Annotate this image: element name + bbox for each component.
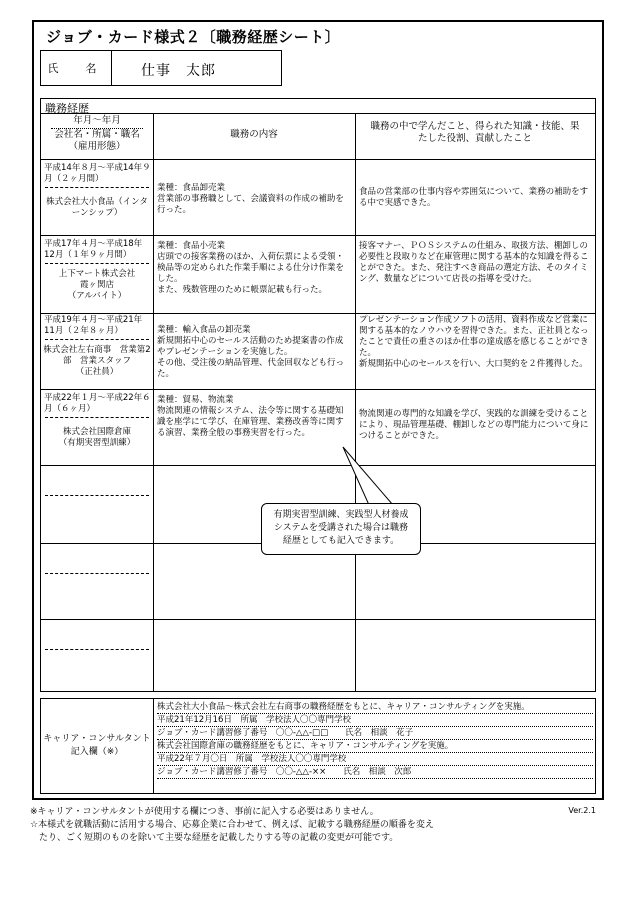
row-learned[interactable]: プレゼンテーション作成ソフトの活用、資料作成など営業に関する基本的なノウハウを習得できた。また、正社員となったことで責任の重さのほか仕事の達成感を感じることができた。 新規開拓中心のセールスを行い、大口契約を２件獲得した。 xyxy=(359,315,589,369)
divider xyxy=(41,159,595,160)
consultant-box xyxy=(40,698,596,794)
consultant-entries xyxy=(157,701,593,779)
footnote: たり、ごく短期のものを除いて主要な経歴を記載したりする等の記載の変更が可能です。 xyxy=(30,833,399,843)
name-label: 氏 名 xyxy=(41,51,112,85)
row-learned[interactable]: 接客マナー、ＰＯＳシステムの仕組み、取扱方法、棚卸しの必要性と段取りなど在庫管理に関する基本的な知識を得ることができた。また、発注すべき商品の選定方法、そのタイミング、数量などについて店長の指導を受けた。 xyxy=(359,241,589,284)
row-period[interactable]: 平成19年４月～平成21年11月（２年８ヶ月） xyxy=(44,315,143,336)
callout-bubble: 有期実習型訓練、実践型人材養成システムを受講された場合は職務経歴としても記入できます。 xyxy=(261,503,421,555)
divider xyxy=(45,339,149,340)
header-period: 年月～年月 xyxy=(51,115,143,129)
name-box xyxy=(40,50,282,86)
divider xyxy=(355,113,356,691)
consultant-line[interactable]: ジョブ・カード講習修了番号 〇〇-△△-□□ 氏名 相談 花子 xyxy=(157,727,593,740)
consultant-label xyxy=(41,699,154,793)
footnotes xyxy=(30,806,600,845)
version-label: Ver.2.1 xyxy=(568,806,596,815)
divider xyxy=(45,573,149,574)
consultant-line[interactable]: 平成21年12月16日 所属 学校法人〇〇専門学校 xyxy=(157,714,593,727)
row-company[interactable]: 株式会社左右商事 営業第2部 営業スタッフ （正社員） xyxy=(43,345,151,377)
divider xyxy=(45,417,149,418)
name-value[interactable]: 仕事 太郎 xyxy=(141,63,216,79)
divider xyxy=(45,263,149,264)
consultant-line[interactable]: 株式会社大小食品～株式会社左右商事の職務経歴をもとに、キャリア・コンサルティングを実施。 xyxy=(157,701,593,714)
row-period[interactable]: 平成14年８月～平成14年９月（２ヶ月間） xyxy=(44,163,151,184)
divider xyxy=(45,649,149,650)
job-card-sheet xyxy=(32,20,604,800)
divider xyxy=(41,235,595,236)
footnote: ※キャリア・コンサルタントが使用する欄につき、事前に記入する必要はありません。 xyxy=(30,807,379,817)
page-title: ジョブ・カード様式２〔職務経歴シート〕 xyxy=(46,28,341,46)
consultant-line[interactable]: 株式会社国際倉庫の職務経歴をもとに、キャリア・コンサルティングを実施。 xyxy=(157,740,593,753)
career-heading: 職務経歴 xyxy=(45,102,89,115)
consultant-line[interactable]: 平成22年７月〇日 所属 学校法人〇〇専門学校 xyxy=(157,753,593,766)
row-learned[interactable]: 食品の営業部の仕事内容や雰囲気について、業務の補助をする中で実感できた。 xyxy=(359,187,589,208)
row-period[interactable]: 平成22年１月～平成22年６月（６ヶ月） xyxy=(44,393,151,414)
divider xyxy=(45,495,149,496)
header-company: 会社名・所属・職名（雇用形態） xyxy=(54,129,140,152)
divider xyxy=(41,389,595,390)
row-duties[interactable]: 業種：貿易、物流業 物流関連の情報システム、法令等に関する基礎知識を座学にて学び、在庫管理、業務改善等に関する演習、業務全般の事務実習を行った。 xyxy=(157,395,344,438)
consultant-label-line2: 記入欄（※） xyxy=(70,747,124,757)
row-company[interactable]: 上下マート株式会社 霞ヶ関店 （アルバイト） xyxy=(58,269,136,301)
header-duties: 職務の内容 xyxy=(230,129,278,140)
header-period-company xyxy=(41,113,153,159)
row-company[interactable]: 株式会社大小食品（インターンシップ） xyxy=(46,197,148,218)
row-duties[interactable]: 業種：食品卸売業 営業部の事務職として、会議資料の作成の補助を行った。 xyxy=(157,183,344,215)
career-history-table xyxy=(40,98,596,692)
row-duties[interactable]: 業種：輸入食品の卸売業 新規開拓中心のセールス活動のため提案書の作成やプレゼンテーションを実施した。 その他、受注後の納品管理、代金回収なども行った。 xyxy=(157,325,345,379)
divider xyxy=(41,313,595,314)
row-learned[interactable]: 物流関連の専門的な知識を学び、実践的な訓練を受けることにより、現品管理基礎、棚卸しなどの専門能力について身につけることができた。 xyxy=(359,409,589,441)
consultant-line[interactable]: ジョブ・カード講習修了番号 〇〇-△△-×× 氏名 相談 次郎 xyxy=(157,766,593,779)
bubble-tail xyxy=(341,445,401,507)
divider xyxy=(45,187,149,188)
header-learned: 職務の中で学んだこと、得られた知識・技能、果たした役割、貢献したこと xyxy=(370,121,580,144)
divider xyxy=(41,465,595,466)
consultant-label-line1: キャリア・コンサルタント xyxy=(43,734,151,744)
row-company[interactable]: 株式会社国際倉庫 （有期実習型訓練） xyxy=(58,427,136,448)
row-duties[interactable]: 業種：食品小売業 店頭での接客業務のほか、入荷伝票による受領・検品等の定められた作業手順による仕分け作業をした。 また、残数管理のために帳票記載も行った。 xyxy=(157,241,345,295)
footnote: ☆本様式を就職活動に活用する場合、応募企業に合わせて、例えば、記載する職務経歴の順番を変え xyxy=(30,820,434,830)
divider xyxy=(41,619,595,620)
row-period[interactable]: 平成17年４月～平成18年12月（１年９ヶ月間） xyxy=(44,239,143,260)
divider xyxy=(153,113,154,691)
